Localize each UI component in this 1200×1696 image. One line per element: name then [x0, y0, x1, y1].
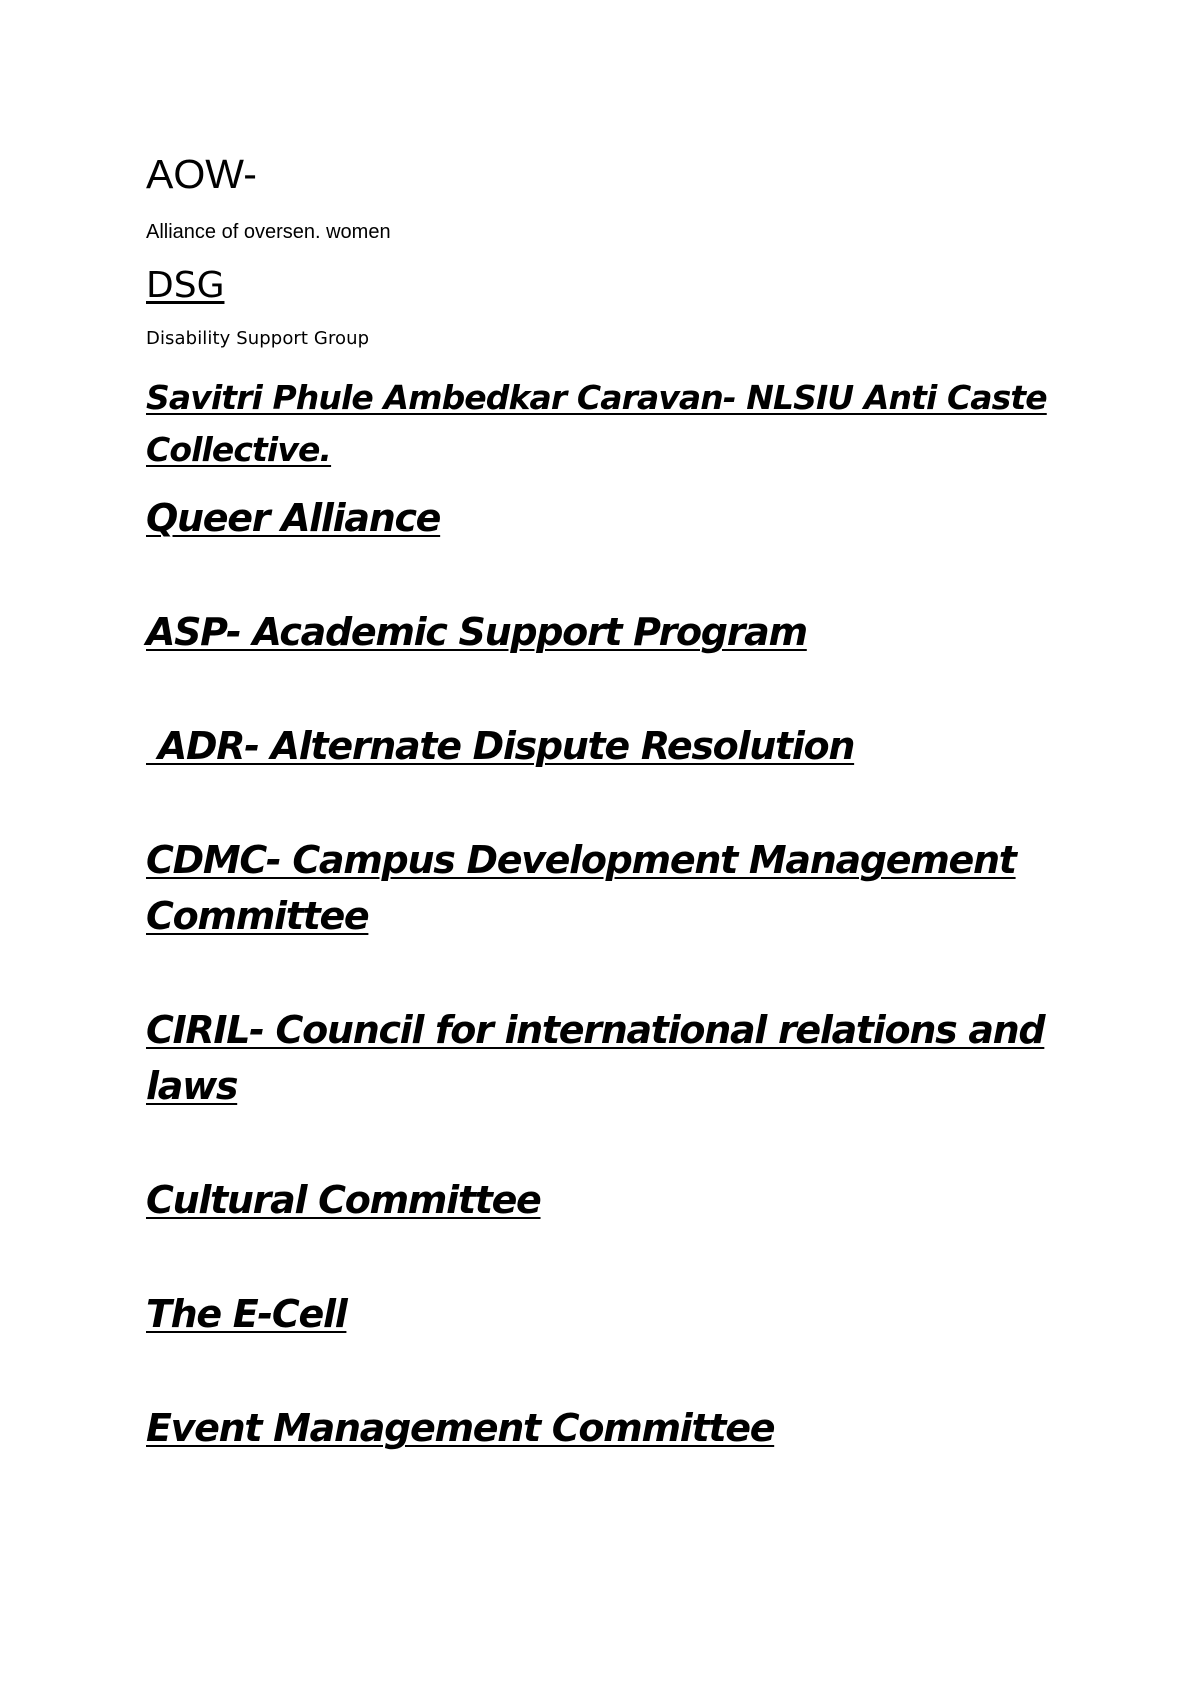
- subtitle-dsg: Disability Support Group: [146, 328, 370, 349]
- group-entry-asp: ASP- Academic Support Program: [146, 610, 807, 654]
- group-entry-cultural-committee: Cultural Committee: [146, 1178, 541, 1222]
- group-list: [146, 372, 1066, 1456]
- group-entry-caravan: Savitri Phule Ambedkar Caravan- NLSIU Anti Caste Collective.: [146, 378, 1047, 469]
- group-entry-ciril: CIRIL- Council for international relations and laws: [146, 1008, 1045, 1108]
- group-entry-e-cell: The E-Cell: [146, 1292, 347, 1336]
- group-entry-adr: ADR- Alternate Dispute Resolution: [146, 724, 855, 768]
- group-entry-cdmc: CDMC- Campus Development Management Committee: [146, 838, 1016, 938]
- subtitle-aow: Alliance of oversen. women: [146, 221, 391, 243]
- heading-dsg: DSG: [146, 265, 225, 306]
- document-body: [146, 150, 1066, 1456]
- heading-aow: AOW-: [146, 151, 257, 197]
- group-entry-queer-alliance: Queer Alliance: [146, 496, 441, 540]
- group-entry-event-management: Event Management Committee: [146, 1406, 775, 1450]
